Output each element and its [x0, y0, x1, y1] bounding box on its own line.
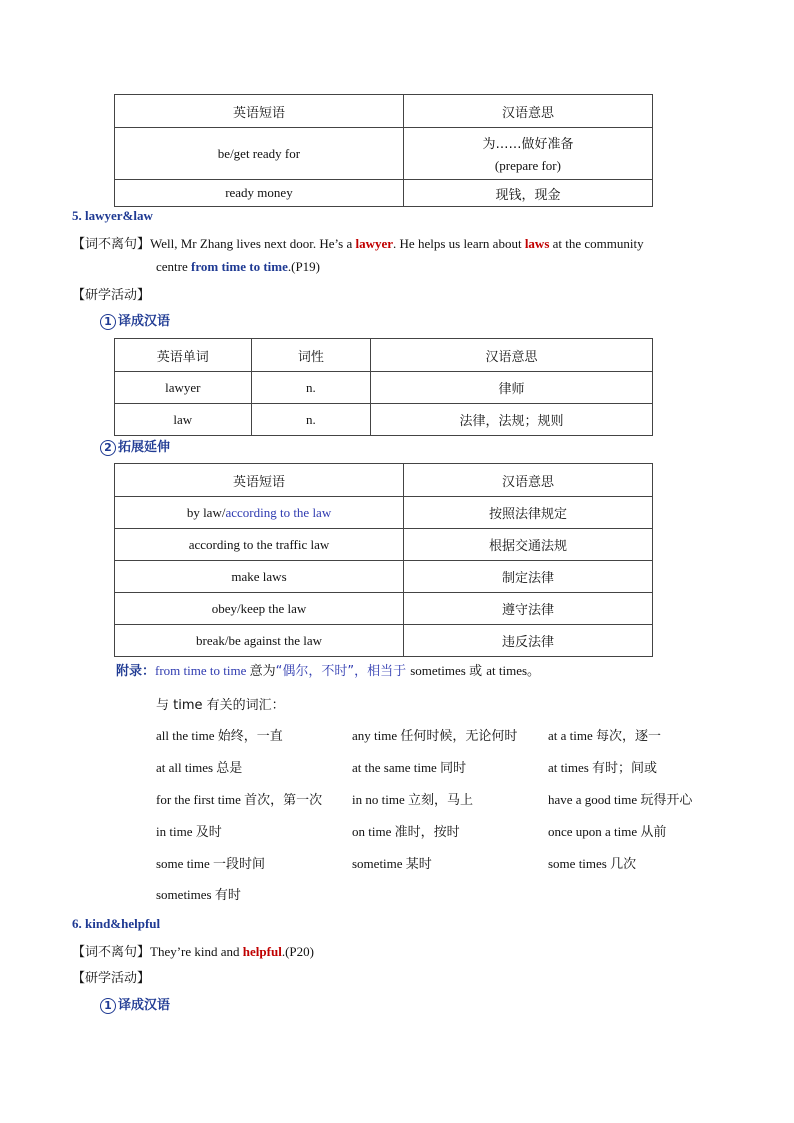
table-cell: make laws — [115, 561, 404, 593]
section-title: 5. lawyer&law — [72, 208, 153, 223]
example-text: Well, Mr Zhang lives next door. He’s a — [150, 236, 356, 251]
vocab-item — [548, 725, 661, 744]
vocab-item — [352, 757, 466, 776]
vocab-cn: 每次，逐一 — [596, 729, 662, 744]
circled-number: 1 — [100, 314, 116, 330]
vocab-en: for the first time — [156, 792, 245, 807]
vocab-en: at the same time — [352, 760, 441, 775]
appendix-text: 或 — [469, 664, 487, 679]
table-cell — [115, 497, 404, 529]
table-header-cell: 汉语意思 — [404, 464, 653, 497]
table-header-cell: 英语单词 — [115, 339, 252, 372]
vocab-cn: 立刻，马上 — [407, 793, 473, 808]
phrase-text: by law/ — [186, 504, 226, 520]
phrase-table-ready — [114, 94, 653, 207]
vocab-cn: 有时；间或 — [592, 761, 658, 776]
vocab-title: 与 time 有关的词汇： — [156, 698, 285, 713]
vocab-cn: 某时 — [405, 857, 432, 872]
table-header-cell: 汉语意思 — [371, 339, 653, 372]
vocab-item — [156, 789, 322, 808]
bracket-label: 【词不离句】 — [72, 945, 151, 960]
table-cell: n. — [251, 372, 371, 404]
vocab-item — [156, 853, 265, 872]
highlight-word: helpful — [242, 944, 282, 959]
appendix-note — [116, 660, 540, 679]
word-table-law — [114, 338, 653, 436]
vocab-cn: 任何时候，无论何时 — [400, 729, 518, 744]
example-text: They’re kind and — [150, 944, 243, 959]
table-cell: lawyer — [115, 372, 252, 404]
vocab-cn: 准时，按时 — [394, 825, 460, 840]
vocab-item — [548, 757, 657, 776]
vocab-en: at times — [548, 760, 593, 775]
bracket-label: 【词不离句】 — [72, 237, 151, 252]
example-text: .(P20) — [281, 944, 314, 959]
table-cell: 制定法律 — [404, 561, 653, 593]
example-sentence — [72, 233, 644, 252]
vocab-en: some times — [548, 856, 611, 871]
example-text: at the community — [549, 236, 644, 251]
vocab-en: any time — [352, 728, 401, 743]
appendix-label: 附录： — [116, 664, 156, 679]
table-cell — [403, 128, 652, 180]
subheading-label: 拓展延伸 — [118, 440, 171, 455]
table-cell: according to the traffic law — [115, 529, 404, 561]
example-text: . He helps us learn about — [393, 236, 525, 251]
vocab-en: in time — [156, 824, 196, 839]
vocab-en: at a time — [548, 728, 597, 743]
subheading-translate — [100, 994, 170, 1014]
table-cell: 违反法律 — [404, 625, 653, 657]
subheading-extend — [100, 436, 170, 456]
vocab-cn: 玩得开心 — [640, 793, 693, 808]
vocab-en: sometimes — [156, 887, 215, 902]
vocab-item — [352, 725, 517, 744]
activity-label: 【研学活动】 — [72, 971, 151, 986]
highlight-word: laws — [524, 236, 550, 251]
activity-label: 【研学活动】 — [72, 288, 151, 303]
highlight-phrase: from time to time — [191, 259, 288, 274]
table-cell: 根据交通法规 — [404, 529, 653, 561]
appendix-text: sometimes — [410, 663, 470, 678]
table-cell: obey/keep the law — [115, 593, 404, 625]
table-cell: 律师 — [371, 372, 653, 404]
table-cell: law — [115, 404, 252, 436]
appendix-text: 。 — [527, 664, 541, 679]
vocab-en: in no time — [352, 792, 408, 807]
appendix-text: “偶尔，不时”，相当于 — [275, 664, 411, 679]
appendix-text: at times — [486, 663, 528, 678]
vocab-item — [352, 821, 460, 840]
vocab-item — [352, 789, 473, 808]
vocab-item — [548, 821, 666, 840]
table-cell: 现钱，现金 — [403, 180, 652, 207]
table-cell: 法律，法规；规则 — [371, 404, 653, 436]
vocab-en: have a good time — [548, 792, 641, 807]
table-header-cell: 汉语意思 — [403, 95, 652, 128]
vocab-cn: 有时 — [214, 888, 241, 903]
example-text: .(P19) — [287, 259, 321, 274]
vocab-en: sometime — [352, 856, 406, 871]
vocab-en: on time — [352, 824, 395, 839]
table-cell: n. — [251, 404, 371, 436]
vocab-cn: 一段时间 — [213, 857, 266, 872]
vocab-cn: 及时 — [195, 825, 222, 840]
table-cell: ready money — [115, 180, 404, 207]
appendix-text: from time to time — [155, 663, 250, 678]
subheading-label: 译成汉语 — [118, 314, 171, 329]
vocab-item — [156, 821, 222, 840]
table-cell: 按照法律规定 — [404, 497, 653, 529]
phrase-table-law — [114, 463, 653, 657]
circled-number: 2 — [100, 440, 116, 456]
subheading-translate — [100, 310, 170, 330]
table-cell: 遵守法律 — [404, 593, 653, 625]
vocab-en: at all times — [156, 760, 217, 775]
table-header-cell: 英语短语 — [115, 464, 404, 497]
vocab-cn: 从前 — [640, 825, 667, 840]
subheading-label: 译成汉语 — [118, 998, 171, 1013]
vocab-item — [156, 725, 283, 744]
example-sentence — [72, 941, 314, 960]
meaning-line: (prepare for) — [494, 158, 561, 173]
example-sentence-line2 — [156, 259, 320, 275]
appendix-text: 意为 — [249, 664, 276, 679]
vocab-item — [156, 757, 242, 776]
vocab-en: all the time — [156, 728, 218, 743]
vocab-cn: 同时 — [440, 761, 467, 776]
vocab-cn: 首次，第一次 — [244, 793, 323, 808]
table-cell: be/get ready for — [115, 128, 404, 180]
meaning-line: 为……做好准备 — [482, 137, 574, 152]
vocab-item — [156, 884, 241, 903]
table-header-cell: 词性 — [251, 339, 371, 372]
vocab-en: once upon a time — [548, 824, 641, 839]
vocab-item — [548, 789, 692, 808]
vocab-en: some time — [156, 856, 214, 871]
vocab-cn: 始终，一直 — [217, 729, 283, 744]
table-cell: break/be against the law — [115, 625, 404, 657]
phrase-text-alt: according to the law — [225, 504, 332, 520]
vocab-cn: 总是 — [216, 761, 243, 776]
highlight-word: lawyer — [355, 236, 394, 251]
example-text: centre — [156, 259, 192, 274]
section-title: 6. kind&helpful — [72, 916, 161, 931]
vocab-item — [352, 853, 432, 872]
circled-number: 1 — [100, 998, 116, 1014]
table-header-cell: 英语短语 — [115, 95, 404, 128]
vocab-cn: 几次 — [610, 857, 637, 872]
vocab-item — [548, 853, 636, 872]
